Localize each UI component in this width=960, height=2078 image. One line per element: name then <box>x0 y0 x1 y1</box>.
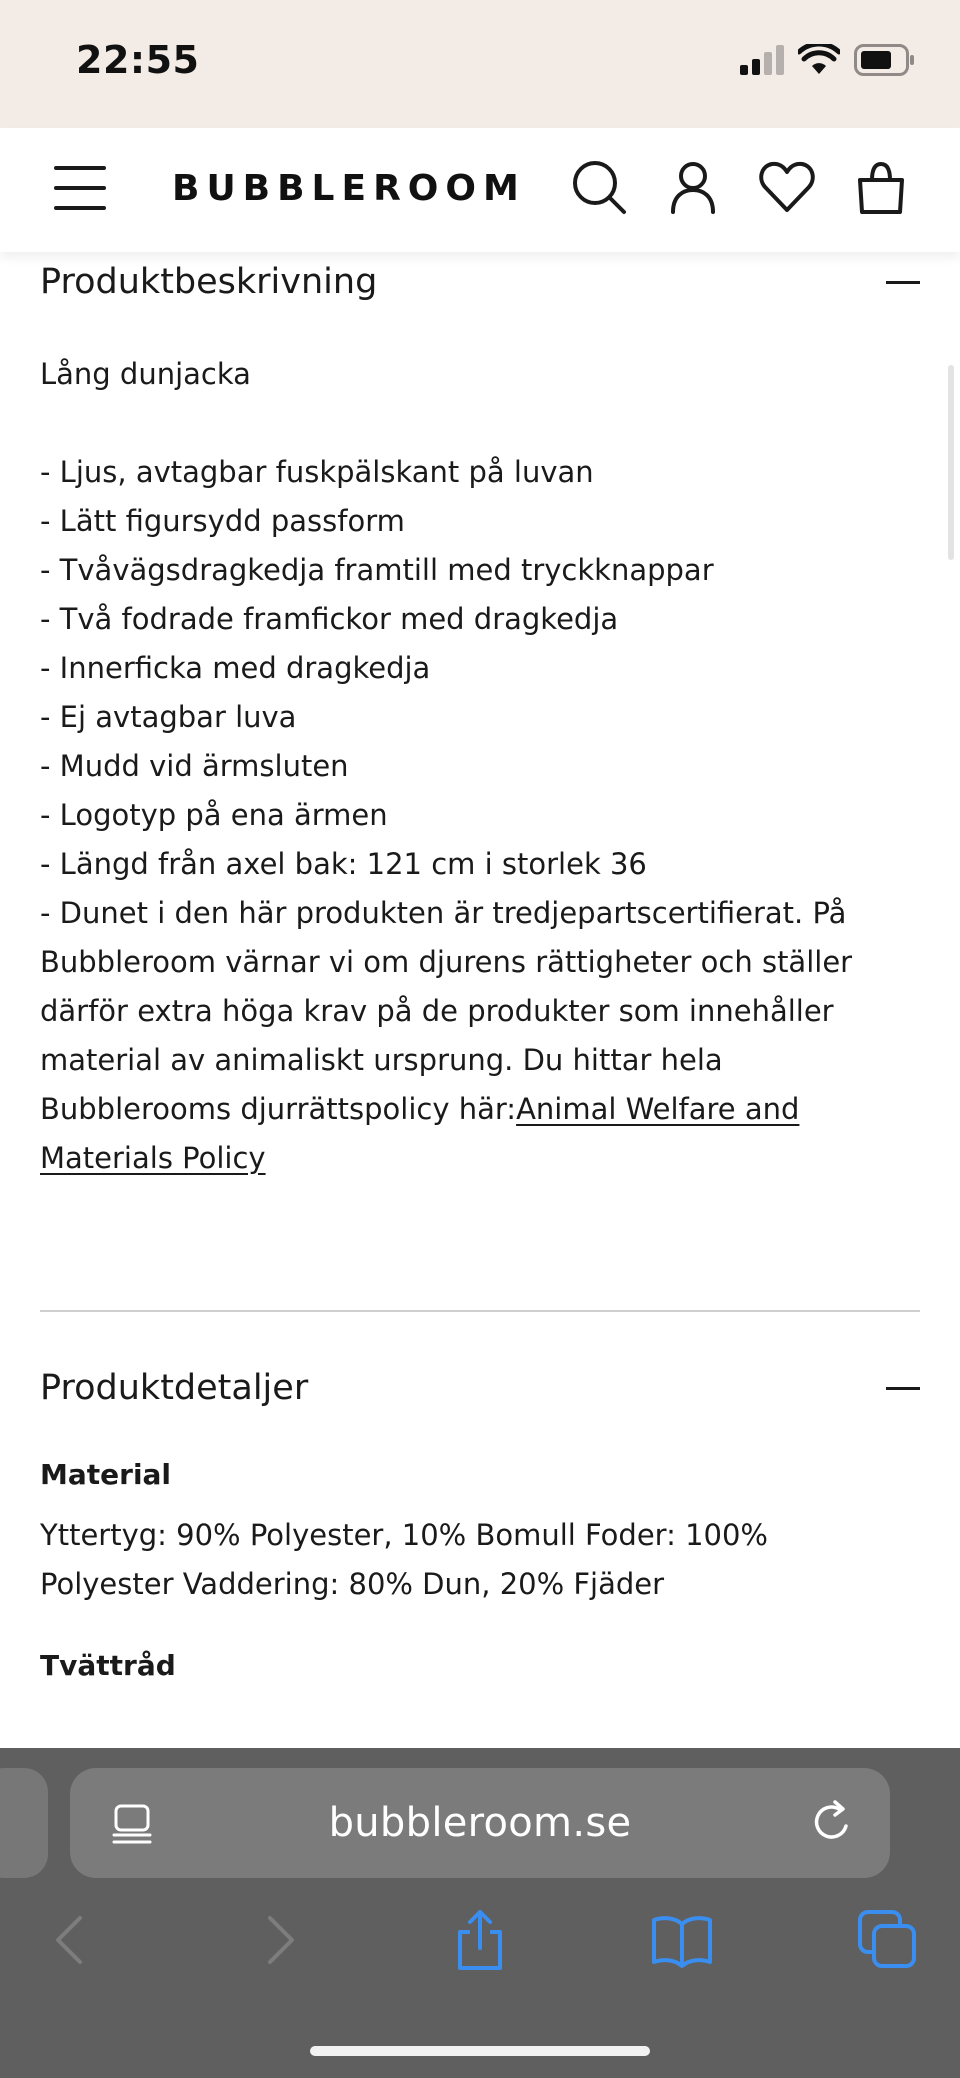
bullet-item: - Ej avtagbar luva <box>40 700 297 734</box>
collapse-icon[interactable] <box>886 1387 920 1390</box>
description-section-header[interactable] <box>40 262 920 302</box>
url-text[interactable]: bubbleroom.se <box>328 1800 632 1846</box>
material-text: Yttertyg: 90% Polyester, 10% Bomull Foder: 100% Polyester Vaddering: 80% Dun, 20% Fjäder <box>40 1518 768 1601</box>
brand-logo[interactable]: BUBBLEROOM <box>172 168 526 209</box>
reload-icon[interactable] <box>808 1798 856 1846</box>
description-body <box>40 350 920 1183</box>
scrollbar[interactable] <box>948 365 954 560</box>
bullet-item: - Ljus, avtagbar fuskpälskant på luvan <box>40 455 594 489</box>
bullet-item: - Två fodrade framfickor med dragkedja <box>40 602 619 636</box>
address-bar[interactable] <box>70 1768 890 1878</box>
collapse-icon[interactable] <box>886 281 920 284</box>
account-icon[interactable] <box>664 158 722 216</box>
share-icon[interactable] <box>448 1908 512 1972</box>
wifi-icon <box>798 44 840 76</box>
status-icons <box>740 44 916 76</box>
browser-toolbar <box>0 1748 960 2078</box>
bullet-item: - Längd från axel bak: 121 cm i storlek 36 <box>40 847 647 881</box>
signal-icon <box>740 45 784 75</box>
down-policy-statement: - Dunet i den här produkten är tredjepartscertifierat. På Bubbleroom värnar vi om djurens rättigheter och ställer därför extra höga krav på de produkter som innehåller material av animaliskt ursprung. Du hittar hela Bubblerooms djurrättspolicy här: <box>40 896 853 1126</box>
battery-icon <box>854 44 916 76</box>
care-heading: Tvättråd <box>40 1649 176 1682</box>
tabs-icon[interactable] <box>856 1908 920 1972</box>
previous-tab-peek[interactable] <box>0 1768 48 1878</box>
bullet-item: - Logotyp på ena ärmen <box>40 798 388 832</box>
material-heading: Material <box>40 1458 172 1491</box>
details-title: Produktdetaljer <box>40 1368 309 1408</box>
bookmarks-icon[interactable] <box>650 1908 714 1972</box>
product-info <box>40 252 920 1682</box>
bullet-item: - Innerficka med dragkedja <box>40 651 431 685</box>
heart-icon[interactable] <box>758 158 816 216</box>
bullet-item: - Lätt figursydd passform <box>40 504 405 538</box>
details-section-header[interactable] <box>40 1368 920 1408</box>
site-header <box>0 128 960 252</box>
home-indicator[interactable] <box>310 2046 650 2056</box>
status-time: 22:55 <box>76 38 200 82</box>
bullet-item: - Mudd vid ärmsluten <box>40 749 349 783</box>
search-icon[interactable] <box>570 158 628 216</box>
bag-icon[interactable] <box>852 158 910 216</box>
status-bar <box>0 0 960 128</box>
animal-welfare-policy-link[interactable]: Animal Welfare and Materials Policy <box>40 1092 800 1175</box>
down-policy-text <box>40 889 920 1183</box>
description-title: Produktbeskrivning <box>40 262 378 302</box>
menu-icon[interactable] <box>54 166 106 210</box>
bullet-item: - Tvåvägsdragkedja framtill med tryckknappar <box>40 553 714 587</box>
back-icon[interactable] <box>40 1908 104 1972</box>
section-divider <box>40 1310 920 1312</box>
forward-icon[interactable] <box>246 1908 310 1972</box>
description-intro: Lång dunjacka <box>40 357 251 391</box>
